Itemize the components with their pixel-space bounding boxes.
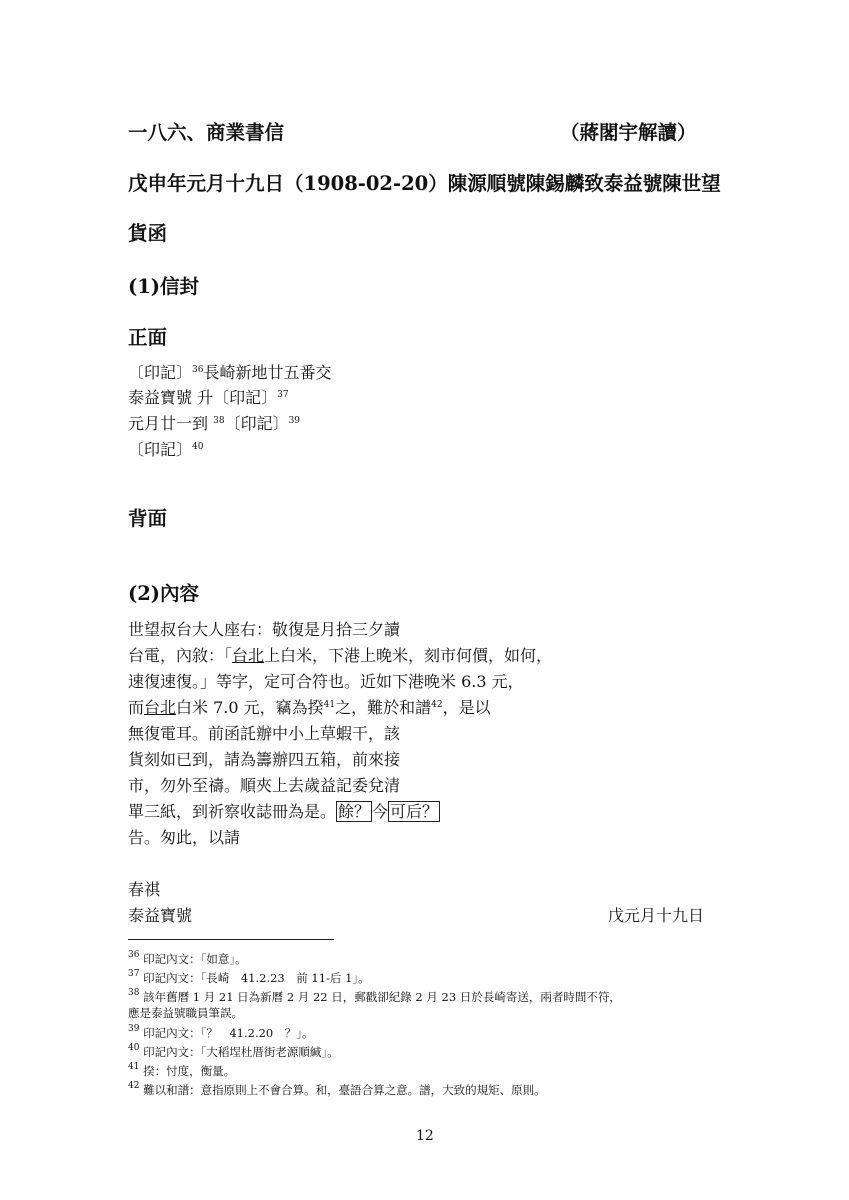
letter-line-7: 市，勿外至禱。順夾上去歲益記委兌清 bbox=[128, 776, 401, 795]
front-line-1-pre: 〔印記〕 bbox=[128, 363, 193, 382]
footnote-ref-37: 37 bbox=[277, 390, 289, 400]
front-line-2-text: 泰益寶號 升〔印記〕 bbox=[128, 388, 278, 407]
footnote-text: 難以和譜：意指原則上不會合算。和，臺語合算之意。譜，大致的規矩、原則。 bbox=[143, 1083, 546, 1097]
front-line-4-text: 〔印記〕 bbox=[128, 440, 193, 459]
footnote-text: 揆：忖度，衡量。 bbox=[143, 1064, 236, 1078]
front-line-4 bbox=[128, 437, 203, 460]
letter-date: 戊元月十九日 bbox=[608, 906, 705, 925]
footnote-text: 印記內文：「長崎 41.2.23 前 11-后 1」。 bbox=[143, 971, 370, 985]
footnote-39 bbox=[128, 1024, 314, 1041]
underlined-place-name: 台北 bbox=[144, 698, 177, 717]
front-line-3-text2: 〔印記〕 bbox=[224, 414, 289, 433]
footnote-ref-40: 40 bbox=[192, 442, 204, 452]
letter-line-8-a: 單三紙，到祈察收誌冊為是。 bbox=[128, 802, 337, 821]
closing-salutation: 春祺 bbox=[128, 880, 161, 899]
letter-line-5: 無復電耳。前函託辦中小上草蝦干，該 bbox=[128, 724, 401, 743]
letter-line-2-a: 台電，內敘：「 bbox=[128, 646, 233, 665]
content-heading: (2)內容 bbox=[128, 582, 200, 605]
front-line-1-text: 長崎新地廿五番交 bbox=[203, 363, 332, 382]
front-heading: 正面 bbox=[128, 326, 168, 349]
uncertain-reading-box: 可后？ bbox=[390, 802, 439, 821]
footnote-number: 41 bbox=[128, 1062, 140, 1072]
envelope-heading: (1)信封 bbox=[128, 275, 200, 298]
footnote-number: 42 bbox=[128, 1081, 140, 1091]
letter-line-1: 世望叔台大人座右：敬復是月拾三夕讀 bbox=[128, 620, 401, 639]
letter-line-2-b: 上白米，下港上晚米，刻市何價，如何， bbox=[264, 646, 553, 665]
letter-line-4 bbox=[128, 695, 491, 718]
footnote-37 bbox=[128, 969, 370, 986]
letter-line-9: 告。匆此，以請 bbox=[128, 828, 241, 847]
letter-line-4-b: 白米 7.0 元，竊為揆 bbox=[176, 698, 324, 717]
footnote-38 bbox=[128, 988, 621, 1005]
front-line-2 bbox=[128, 385, 289, 408]
footnote-number: 40 bbox=[128, 1043, 140, 1053]
letter-line-4-c: 之，難於和譜 bbox=[335, 698, 432, 717]
letter-subtitle: 戊申年元月十九日（1908-02-20）陳源順號陳錫麟致泰益號陳世望 bbox=[128, 172, 721, 195]
letter-line-8 bbox=[128, 799, 440, 822]
footnote-41 bbox=[128, 1062, 235, 1079]
footnote-ref-41: 41 bbox=[323, 700, 336, 710]
uncertain-reading-box: 餘？ bbox=[338, 802, 371, 821]
page-number: 12 bbox=[416, 1128, 434, 1144]
letter-line-3: 速復速復。」等字，定可合符也。近如下港晚米 6.3 元， bbox=[128, 672, 524, 691]
footnote-number: 38 bbox=[128, 988, 140, 998]
footnote-number: 39 bbox=[128, 1024, 140, 1034]
interpreter-credit: （蔣閣宇解讀） bbox=[560, 121, 697, 144]
footnote-text: 印記內文：「如意」。 bbox=[143, 952, 247, 966]
letter-line-4-d: ，是以 bbox=[442, 698, 491, 717]
footnote-text: 印記內文：「大稻埕杜厝街老源順緘」。 bbox=[143, 1045, 339, 1059]
front-line-1 bbox=[128, 360, 331, 383]
footnote-number: 36 bbox=[128, 950, 140, 960]
footnote-ref-39: 39 bbox=[288, 416, 301, 426]
footnote-ref-36: 36 bbox=[192, 365, 204, 375]
footnote-42 bbox=[128, 1081, 546, 1098]
footnote-ref-42: 42 bbox=[431, 700, 443, 710]
front-line-3 bbox=[128, 411, 300, 434]
doc-type-heading: 貨函 bbox=[128, 222, 168, 245]
letter-line-8-b: 今 bbox=[372, 802, 389, 821]
footnote-divider bbox=[128, 939, 334, 940]
footnote-36 bbox=[128, 950, 247, 967]
letter-line-2 bbox=[128, 643, 552, 666]
footnote-number: 37 bbox=[128, 969, 140, 979]
letter-line-6: 貨刻如已到，請為籌辦四五箱，前來接 bbox=[128, 750, 401, 769]
back-heading: 背面 bbox=[128, 507, 168, 530]
footnote-38-continued: 應是泰益號職員筆誤。 bbox=[128, 1006, 243, 1020]
underlined-place-name: 台北 bbox=[232, 646, 265, 665]
footnote-40 bbox=[128, 1043, 339, 1060]
addressee: 泰益寶號 bbox=[128, 906, 193, 925]
footnote-text: 印記內文：「？ 41.2.20 ？」。 bbox=[143, 1026, 314, 1040]
letter-line-4-a: 而 bbox=[128, 698, 145, 717]
footnote-ref-38: 38 bbox=[213, 416, 225, 426]
section-title: 一八六、商業書信 bbox=[128, 121, 285, 144]
front-line-3-text: 元月廿一到 bbox=[128, 414, 209, 433]
footnote-text: 該年舊曆 1 月 21 日為新曆 2 月 22 日，郵戳卻紀錄 2 月 23 日於長崎寄送，兩者時間不符， bbox=[143, 990, 621, 1004]
